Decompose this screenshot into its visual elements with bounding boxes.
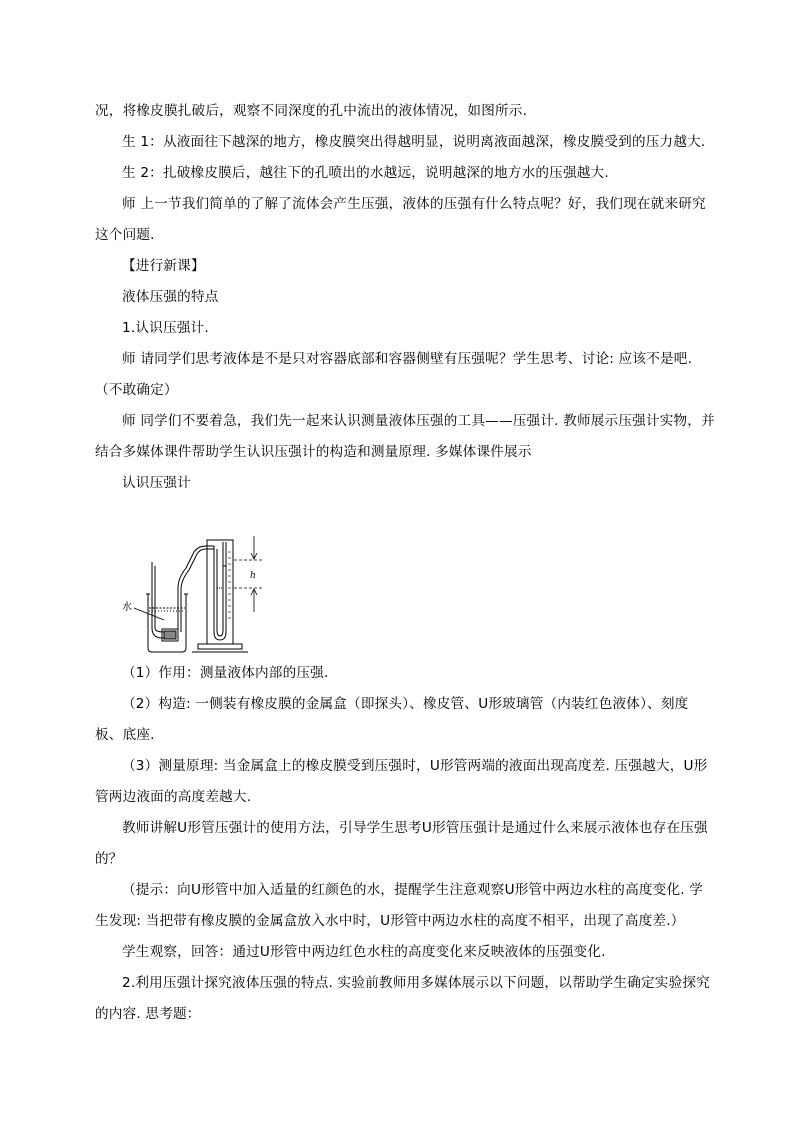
probe-tube-shape	[152, 546, 214, 641]
pressure-gauge-figure	[114, 528, 284, 658]
hint-paragraph: （提示：向U形管中加入适量的红颜色的水，提醒学生注意观察U形管中两边水柱的高度变化. 学生发现: 当把带有橡皮膜的金属盒放入水中时，U形管中两边水柱的高度不相平，出现了高度差.）	[95, 882, 704, 929]
function-item: （1）作用：测量液体内部的压强.	[122, 665, 329, 681]
height-difference-marker	[234, 536, 264, 612]
text-section-bottom	[95, 658, 715, 1030]
paragraph-7: 教师讲解U形管压强计的使用方法，引导学生思考U形管压强计是通过什么来展示液体也存在压强的？	[95, 820, 708, 867]
height-label: h	[250, 571, 256, 581]
water-label: 水	[122, 602, 132, 613]
subsection-heading: 液体压强的特点	[122, 289, 219, 305]
paragraph-1: 况，将橡皮膜扎破后，观察不同深度的孔中流出的液体情况，如图所示.	[95, 103, 528, 119]
pressure-gauge-diagram	[114, 528, 284, 658]
text-section-top	[95, 96, 715, 499]
water-label-leader	[134, 608, 164, 620]
scale-ticks	[228, 552, 231, 618]
principle-item: （3）测量原理: 当金属盒上的橡皮膜受到压强时，U形管两端的液面出现高度差. 压强越大，U形管两边液面的高度差越大.	[95, 758, 708, 805]
paragraph-8: 学生观察，回答：通过U形管中两边红色水柱的高度变化来反映液体的压强变化.	[122, 944, 606, 960]
item-2-heading: 2.利用压强计探究液体压强的特点. 实验前教师用多媒体展示以下问题，以帮助学生确定实验探究的内容. 思考题：	[95, 975, 710, 1022]
figure-caption: 认识压强计	[122, 475, 191, 491]
paragraph-5: 师 请同学们思考液体是不是只对容器底部和容器侧壁有压强呢？学生思考、讨论: 应该不是吧.（不敢确定）	[95, 351, 693, 398]
u-tube-gauge-shape	[192, 540, 248, 652]
structure-item: （2）构造: 一侧装有橡皮膜的金属盒（即探头）、橡皮管、U形玻璃管（内装红色液体）、刻度板、底座.	[95, 696, 689, 743]
item-1-heading: 1.认识压强计.	[122, 320, 209, 336]
paragraph-2: 生 1：从液面往下越深的地方，橡皮膜突出得越明显，说明离液面越深，橡皮膜受到的压力越大.	[122, 134, 706, 150]
paragraph-3: 生 2：扎破橡皮膜后，越往下的孔喷出的水越远，说明越深的地方水的压强越大.	[122, 165, 609, 181]
paragraph-4: 师 上一节我们简单的了解了流体会产生压强，液体的压强有什么特点呢？好，我们现在就来研究这个问题.	[95, 196, 706, 243]
section-heading: 【进行新课】	[122, 258, 205, 274]
paragraph-6: 师 同学们不要着急，我们先一起来认识测量液体压强的工具——压强计. 教师展示压强计实物，并结合多媒体课件帮助学生认识压强计的构造和测量原理. 多媒体课件展示	[95, 413, 715, 460]
